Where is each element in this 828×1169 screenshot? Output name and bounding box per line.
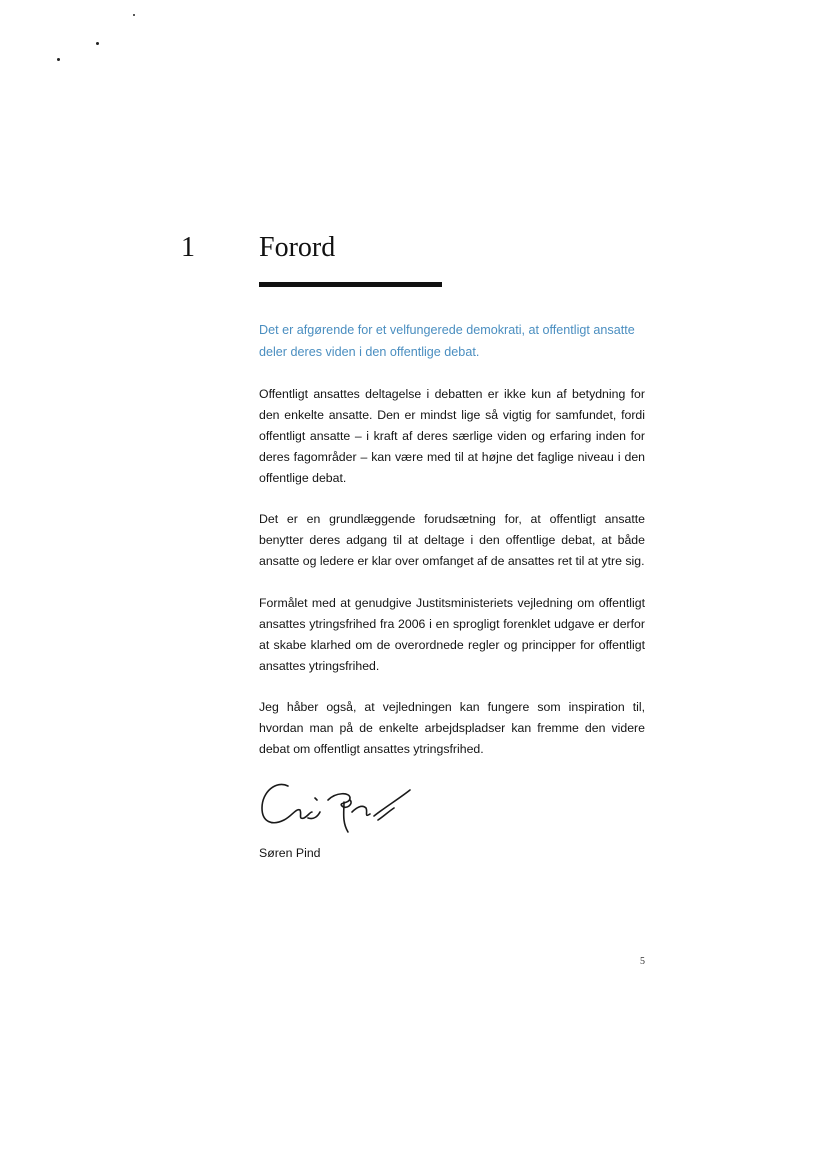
intro-paragraph: Det er afgørende for et velfungerede demokrati, at offentligt ansatte deler deres viden i den offentlige debat. [259, 323, 635, 359]
body-paragraph: Jeg håber også, at vejledningen kan fungere som inspiration til, hvordan man på de enkelte arbejdspladser kan fremme den videre debat om offentligt ansattes ytringsfrihed. [259, 700, 645, 756]
body-paragraph: Offentligt ansattes deltagelse i debatten er ikke kun af betydning for den enkelte ansatte. Den er mindst lige så vigtig for samfundet, fordi offentligt ansatte – i kraft af deres særlige viden og erfaring inden for deres fagområder – kan være med til at højne det faglige niveau i den offentlige debat. [259, 387, 645, 485]
page-number: 5 [640, 956, 645, 967]
body-paragraph: Det er en grundlæggende forudsætning for, at offentligt ansatte benytter deres adgang til at deltage i den offentlige debat, at både ansatte og ledere er klar over omfanget af de ansattes ret til at ytre sig. [259, 512, 645, 568]
scan-speck [133, 14, 135, 16]
scan-speck [96, 42, 99, 45]
signer-name: Søren Pind [259, 846, 321, 860]
title-underline [259, 282, 442, 287]
chapter-number: 1 [181, 232, 195, 263]
chapter-title: Forord [259, 232, 336, 263]
scan-speck [57, 58, 60, 61]
body-paragraph: Formålet med at genudgive Justitsministeriets vejledning om offentligt ansattes ytringsfrihed fra 2006 i en sprogligt forenklet udgave er derfor at skabe klarhed om de overordnede regler og principper for offentligt ansattes ytringsfrihed. [259, 596, 645, 673]
signature [258, 778, 438, 838]
